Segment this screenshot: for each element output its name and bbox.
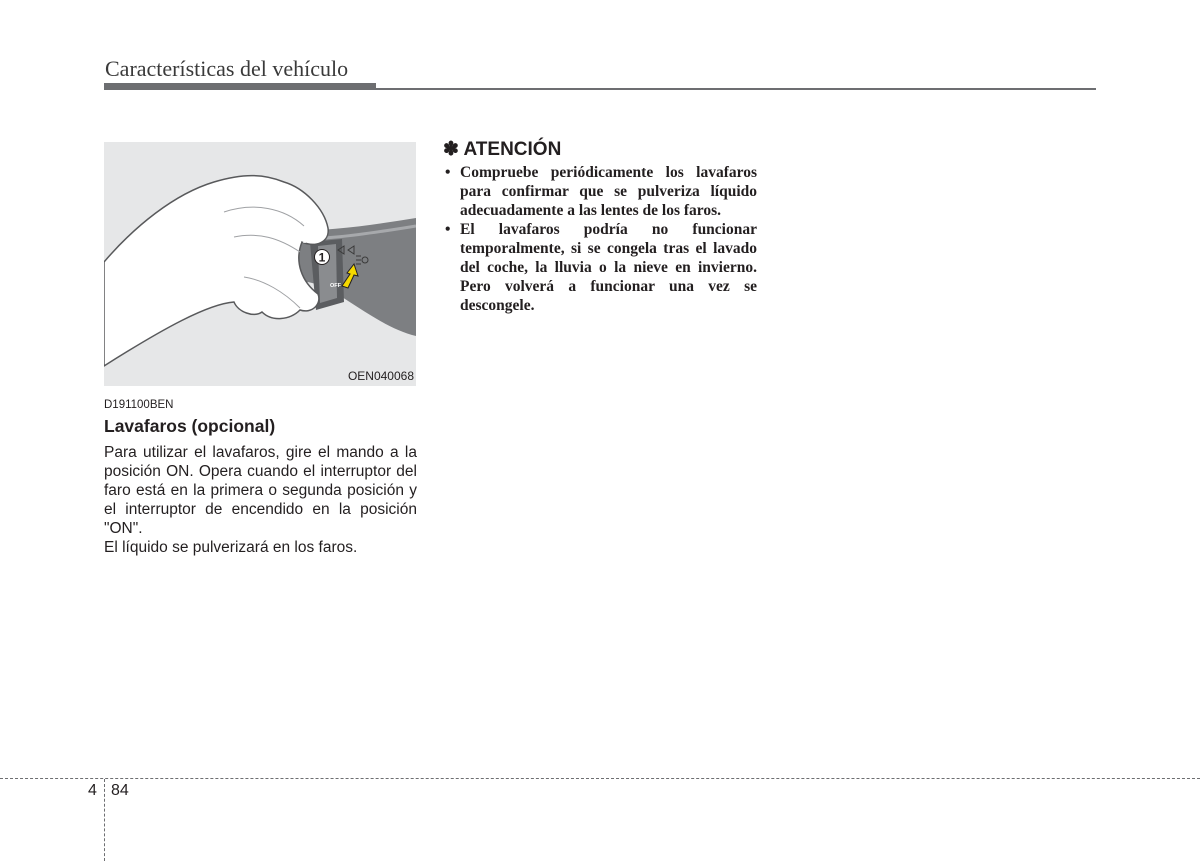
page-number: 84	[111, 782, 129, 799]
callout-number: 1	[318, 250, 326, 265]
caution-item	[443, 163, 757, 220]
running-header-title: Características del vehículo	[105, 56, 349, 81]
off-label-left: OFF	[286, 286, 298, 292]
caution-item	[443, 220, 757, 315]
footer-vertical-dashed-rule	[104, 779, 105, 861]
caution-heading	[443, 138, 561, 161]
asterisk-icon: ✽	[443, 139, 459, 160]
hand-shape	[104, 176, 328, 366]
section-title: Lavafaros (opcional)	[104, 416, 276, 436]
chapter-number: 4	[88, 782, 97, 799]
footer-dashed-rule	[0, 778, 1200, 779]
body-paragraph: El líquido se pulverizará en los faros.	[104, 539, 358, 556]
auto-label: AUTO	[290, 239, 307, 245]
body-paragraph: Para utilizar el lavafaros, gire el mando a la posición ON. Opera cuando el interruptor del faro está en la primera o segunda posición y el interruptor de encendido en la posición "ON".	[104, 444, 417, 537]
hand-on-headlamp-stalk-illustration	[104, 142, 416, 386]
bullet-icon: •	[445, 221, 451, 238]
header-rule-thin	[376, 88, 1096, 90]
section-body	[104, 443, 417, 557]
caution-item-text: Compruebe periódicamente los lavafaros para confirmar que se pulveriza líquido adecuadamente a las lentes de los faros.	[460, 164, 757, 219]
bullet-icon: •	[445, 164, 451, 181]
headlamp-washer-figure	[104, 142, 416, 386]
off-label-right: OFF	[330, 283, 341, 289]
caution-item-text: El lavafaros podría no funcionar temporalmente, si se congela tras el lavado del coche, la lluvia o la nieve en invierno. Pero volverá a funcionar una vez se descongele.	[460, 221, 757, 314]
section-code: D191100BEN	[104, 399, 174, 411]
header-rule-thick	[104, 83, 376, 90]
figure-code: OEN040068	[347, 369, 414, 383]
caution-list	[443, 163, 757, 315]
caution-title: ATENCIÓN	[463, 139, 562, 160]
